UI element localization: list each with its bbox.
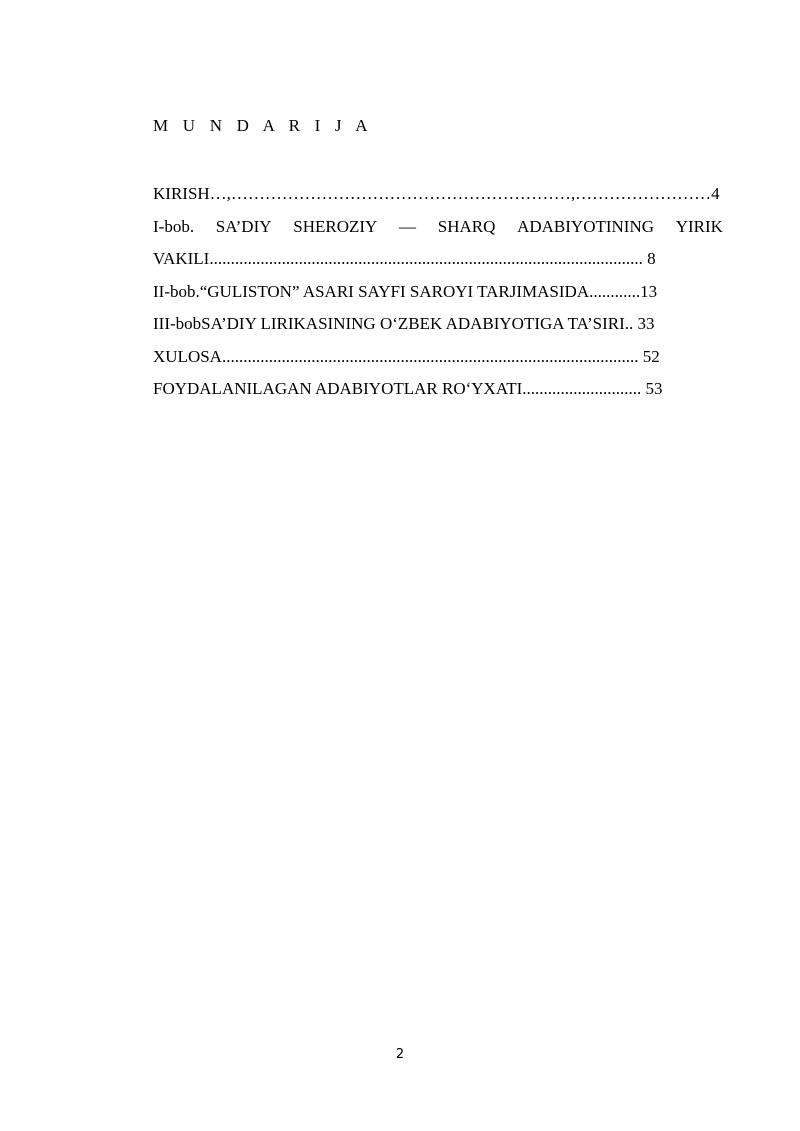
toc-entry-references: FOYDALANILAGAN ADABIYOTLAR RO‘YXATI............................ 53 (153, 379, 663, 398)
table-of-contents (153, 178, 723, 406)
page-number: 2 (395, 1047, 405, 1062)
toc-word: SHARQ (437, 216, 496, 236)
toc-word: SA’DIY (215, 216, 272, 236)
toc-entry-chapter1-line2: VAKILI...................................................................................................... 8 (153, 249, 656, 268)
toc-word: I-bob. (153, 216, 195, 236)
toc-word: SHEROZIY (293, 216, 378, 236)
toc-word: ADABIYOTINING (517, 216, 655, 236)
toc-entry-chapter3: III-bobSA’DIY LIRIKASINING O‘ZBEK ADABIYOTIGA TA’SIRI.. 33 (153, 314, 655, 333)
toc-entry-kirish: KIRISH…,……………………………………………………,……………………4 (153, 184, 720, 203)
page-title: M U N D A R I J A (153, 116, 373, 135)
toc-entry-chapter1-line1 (153, 211, 723, 244)
toc-entry-chapter2: II-bob.“GULISTON” ASARI SAYFI SAROYI TARJIMASIDA............13 (153, 281, 658, 301)
toc-word: — (399, 216, 417, 236)
toc-word: YIRIK (675, 216, 723, 236)
toc-entry-xulosa: XULOSA.................................................................................................. 52 (153, 346, 660, 366)
